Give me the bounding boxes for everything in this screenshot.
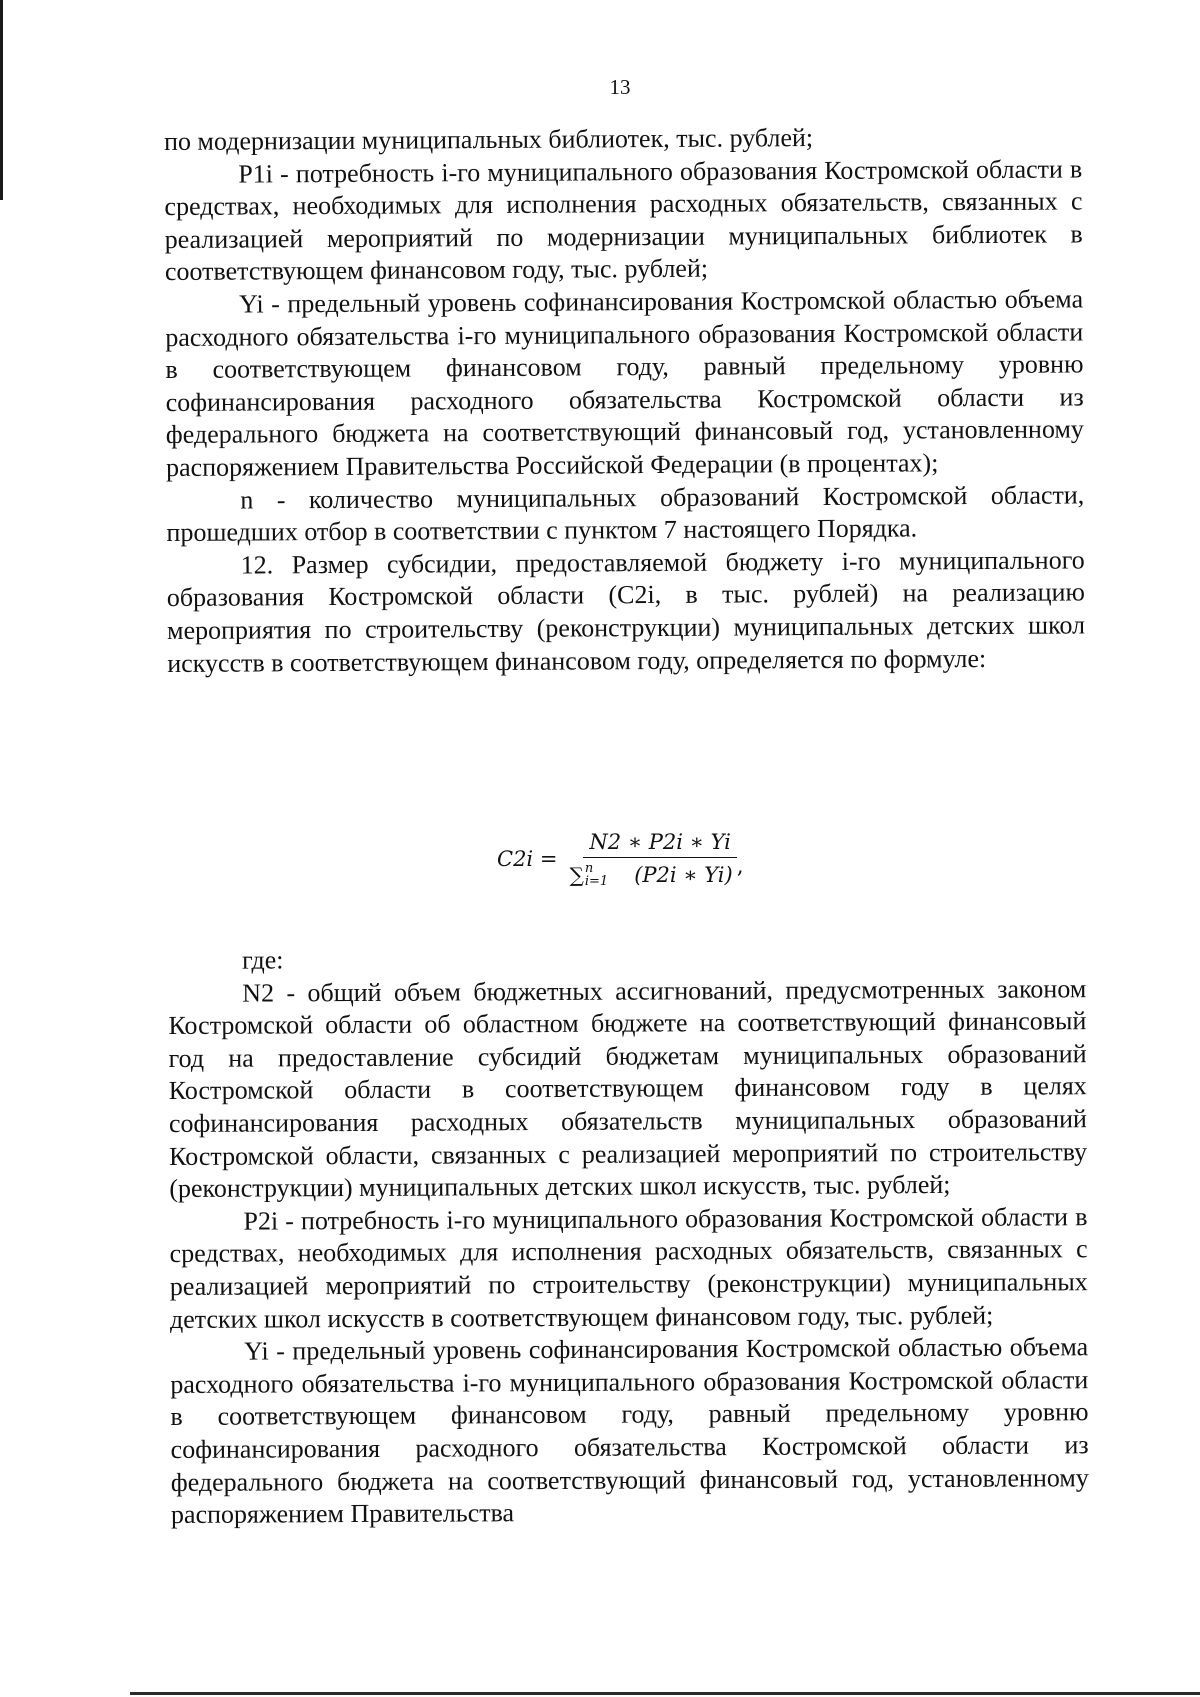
paragraph-where: где: bbox=[242, 945, 284, 975]
paragraph-p2i-definition: P2i - потребность i-го муниципального образования Костромской области в средствах, необходимых для исполнения расходных обязательств, связанных с реализацией мероприятий по строительству (реконструкции) муниципальных детских школ искусств в соответствующем финансовом году, тыс. рублей; bbox=[169, 1201, 1088, 1334]
scan-edge-left bbox=[0, 0, 3, 200]
sum-limits bbox=[585, 862, 608, 888]
sum-symbol: ∑ bbox=[569, 863, 584, 887]
paragraph-yi-definition: Yi - предельный уровень софинансирования Костромской областью объема расходного обязательства i-го муниципального образования Костромской области в соответствующем финансовом году, равный предельному уровню софинансирования расходного обязательства Костромской области из федерального бюджета на соответствующий финансовый год, установленному распоряжением Правительства Российской Федерации (в процентах); bbox=[165, 284, 1084, 482]
paragraph-yi-definition-2: Yi - предельный уровень софинансирования Костромской областью объема расходного обязательства i-го муниципального образования Костромской области в соответствующем финансовом году, равный предельному уровню софинансирования расходного обязательства Костромской области из федерального бюджета на соответствующий финансовый год, установленному распоряжением Правительства bbox=[170, 1332, 1089, 1530]
paragraph-n-definition: n - количество муниципальных образований Костромской области, прошедших отбор в соответствии с пунктом 7 настоящего Порядка. bbox=[166, 479, 1085, 548]
definitions-text-block bbox=[168, 940, 1089, 1531]
formula-denominator-term: (P2i ∗ Yi) bbox=[634, 863, 733, 887]
formula-lhs: C2i = bbox=[497, 847, 558, 871]
formula-denominator bbox=[570, 858, 733, 888]
sum-lower-limit: i=1 bbox=[584, 874, 609, 889]
formula-numerator: N2 ∗ P2i ∗ Yi bbox=[583, 830, 736, 858]
formula-trailing-comma: , bbox=[736, 854, 744, 878]
paragraph-p1i-definition: P1i - потребность i-го муниципального образования Костромской области в средствах, необходимых для исполнения расходных обязательств, связанных с реализацией мероприятий по модернизации муниципальных библиотек в соответствующем финансовом году, тыс. рублей; bbox=[164, 153, 1083, 287]
paragraph-n2-definition: N2 - общий объем бюджетных ассигнований, предусмотренных законом Костромской области об областном бюджете на соответствующий финансовый год на предоставление субсидий бюджетам муниципальных образований Костромской области в соответствующем финансовом году в целях софинансирования расходных обязательств муниципальных образований Костромской области, связанных с реализацией мероприятий по строительству (реконструкции) муниципальных детских школ искусств, тыс. рублей; bbox=[168, 973, 1088, 1204]
intro-text-block bbox=[164, 120, 1085, 680]
paragraph-clause-12: 12. Размер субсидии, предоставляемой бюджету i-го муниципального образования Костромской области (C2i, в тыс. рублей) на реализацию мероприятия по строительству (реконструкции) муниципальных детских школ искусств в соответствующем финансовом году, определяется по формуле: bbox=[166, 545, 1086, 678]
paragraph-continuation: по модернизации муниципальных библиотек, тыс. рублей; bbox=[164, 123, 814, 156]
sum-upper-limit: n bbox=[584, 861, 594, 876]
subsidy-formula bbox=[497, 830, 744, 888]
page-number: 13 bbox=[609, 75, 631, 99]
formula-fraction bbox=[565, 830, 736, 888]
scan-edge-bottom bbox=[130, 1692, 1200, 1695]
